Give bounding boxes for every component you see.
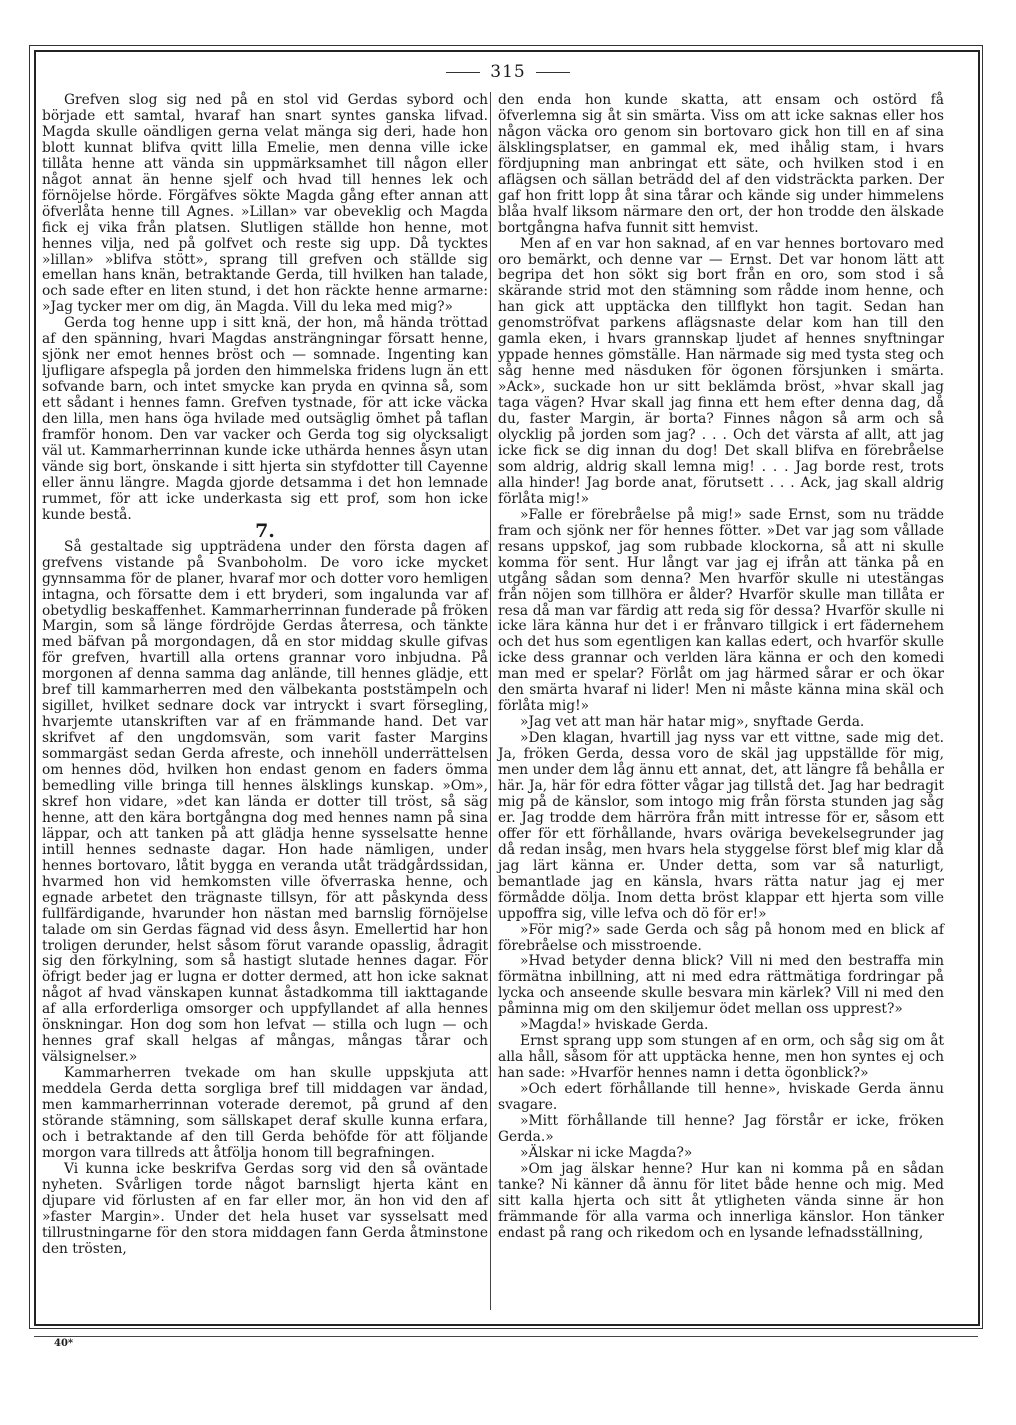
paragraph: »Magda!» hviskade Gerda. bbox=[520, 1017, 709, 1034]
paragraph: Ernst sprang upp som stungen af en orm, och såg sig om åt alla håll, såsom för att upptäcka henne, men hon syntes ej och han sade: »Hvarför hennes namn i detta ögonblick?» bbox=[498, 1033, 944, 1082]
paragraph: den enda hon kunde skatta, att ensam och ostörd få öfverlemna sig åt sin smärta. Viss om att icke saknas eller hos någon väcka oro genom sin bortovaro gick hon till en af sina älsklingsplatser, en gammal ek, med ihålig stam, i hvars fördjupning man anbringat ett säte, och hvilken stod i en aflägsen och sällan beträdd del af den vidsträckta parken. Der gaf hon fritt lopp åt sina tårar och kände sig under himmelens blåa hvalf liksom närmare den ort, der hon trodde den älskade bortgångna hafva funnit sitt hemvist. bbox=[498, 92, 944, 236]
paragraph: »Och edert förhållande till henne», hviskade Gerda ännu svagare. bbox=[498, 1081, 944, 1114]
paragraph: »Mitt förhållande till henne? Jag förstår er icke, fröken Gerda.» bbox=[498, 1113, 944, 1145]
chapter-heading: 7. bbox=[255, 519, 275, 542]
paragraph: Vi kunna icke beskrifva Gerdas sorg vid den så oväntade nyheten. Svårligen torde något barnsligt hjerta känt en djupare vid förlusten af en far eller mor, än hon vid den af »faster Margin». Under det hela huset var sysselsatt med tillrustningarne för den stora middagen fann Gerda åtminstone den trösten, bbox=[42, 1160, 488, 1257]
paragraph: Men af en var hon saknad, af en var hennes bortovaro med oro bemärkt, och denne var — Ernst. Det var honom lätt att begripa det hon sökt sig bort från en oro, som stod i så skärande strid mot den stämning som rådde inom henne, och han gick att upptäcka den tillflykt hon tagit. Sedan han genomströfvat parkens aflägsnaste delar kom han till den gamla eken, i hvars grannskap ljudet af hennes snyftningar yppade hennes gömställe. Han närmade sig med tysta steg och såg henne med näsduken för ögonen försjunken i smärta. »Ack», suckade hon ur sitt beklämda bröst, »hvar skall jag taga vägen? Hvar skall jag finna ett hem efter denna dag, då du, faster Margin, är borta? Finnes någon så arm och så olycklig på jorden som jag? . . . Och det värsta af allt, att jag icke fick se dig innan du dog! Det skall blifva en förebråelse som aldrig, aldrig skall lemna mig! . . . Jag borde rest, trots alla hinder! Jag borde anat, förutsett . . . Ack, jag skall aldrig förlåta mig!» bbox=[498, 235, 944, 507]
right-column bbox=[498, 93, 944, 1242]
paragraph: Kammarherren tvekade om han skulle uppskjuta att meddela Gerda detta sorgliga bref till middagen var ändad, men kammarherrinnan voterade deremot, på grund af den störande stämning, som sällskapet deraf skulle kunna erfara, och i betraktande af den till Gerda behöfde för att följande morgon vara tillreds att åtfölja honom till begrafningen. bbox=[42, 1065, 488, 1161]
paragraph: »Den klagan, hvartill jag nyss var ett vittne, sade mig det. Ja, fröken Gerda, dessa voro de skäl jag uppställde för mig, men under dem låg ännu ett annat, det, att längre få behålla er här. Ja, här för edra fötter vågar jag tillstå det. Jag har bedragit mig på de känslor, som intogo mig från första stunden jag såg er. Jag trodde dem härröra från mitt intresse för er, såsom ett offer för ett förhållande, hvars oväriga bevekelsegrunder jag då redan insåg, men hvars hela styggelse först blef mig klar då jag lärt känna er. Under detta, som var så naturligt, bemantlade jag en känsla, hvars rätta natur jag ej mer förmådde dölja. Inom detta bröst klappar ett hjerta som ville uppoffra sig, ville lefva och dö för er!» bbox=[498, 730, 944, 922]
signature-mark: 40* bbox=[54, 1338, 74, 1349]
paragraph: »Hvad betyder denna blick? Vill ni med den bestraffa min förmätna inbillning, att ni med edra rättmätiga fordringar på lycka och anseende skulle besvara min kärlek? Vill ni med den påminna mig om den skiljemur ödet mellan oss upprest?» bbox=[498, 953, 944, 1018]
page-number bbox=[0, 62, 1016, 82]
paragraph: Grefven slog sig ned på en stol vid Gerdas sybord och började ett samtal, hvaraf han snart syntes ganska lifvad. Magda skulle oändligen gerna velat mänga sig deri, hade hon blott kunnat blifva qvitt lilla Emelie, men denna ville icke tillåta henne att vända sin uppmärksamhet till någon eller något annat än henne sjelf och hvad till hennes lek och förnöjelse hörde. Förgäfves sökte Magda gång efter annan att öfverlåta henne till Agnes. »Lillan» var obeveklig och Magda fick ej vika från platsen. Slutligen ställde hon henne, mot hennes vilja, ned på golfvet och reste sig upp. Då tycktes »lillan» »blifva stött», sprang till grefven och ställde sig emellan hans knän, betraktande Gerda, till hvilken han talade, och sade efter en liten stund, i det hon räckte henne armarne: »Jag tycker mer om dig, än Magda. Vill du leka med mig?» bbox=[42, 92, 488, 316]
footer-rule bbox=[34, 1336, 978, 1337]
page-number-text: 315 bbox=[490, 62, 526, 82]
paragraph: »Falle er förebråelse på mig!» sade Ernst, som nu trädde fram och sjönk ner för hennes fötter. »Det var jag som vållade resans uppskof, jag som rubbade klockorna, så att ni skulle komma för sent. Hur långt var jag ej ifrån att tänka på en utgång sådan som denna? Men hvarför skulle ni utestängas från nöjen som tillhöra er ålder? Hvarför skulle man tillåta er resa då man var färdig att reda sig för dessa? Hvarför skulle ni icke lära känna hur det i er frånvaro tillgick i ert fädernehem och det hus som egentligen kan kallas edert, och hvarför skulle icke dess grannar och verlden lära känna er och den komedi man med er spelar? Förlåt om jag härmed sårar er och ökar den smärta hvaraf ni lider! Men ni måste känna mina skäl och förlåta mig!» bbox=[498, 506, 944, 715]
page-number-dash-right bbox=[536, 72, 570, 73]
paragraph: Så gestaltade sig uppträdena under den första dagen af grefvens vistande på Svanboholm. De voro icke mycket gynnsamma för de planer, hvaraf mor och dotter voro hemligen intagna, och försatte dem i ett bryderi, som ingalunda var af obetydlig beskaffenhet. Kammarherrinnan funderade på fröken Margin, som så länge fördröjde Gerdas återresa, och tänkte med bäfvan på morgondagen, då en stor middag skulle gifvas för grefven, hvartill alla ortens grannar voro inbjudna. På morgonen af denna samma dag anlände, till hennes glädje, ett bref till kammarherren med den välbekanta poststämpeln och sigillet, hvilket sednare dock var intryckt i svart försegling, hvarjemte utanskriften var af en främmande hand. Det var skrifvet af den ungdomsvän, som varit faster Margins sommargäst sedan Gerda afreste, och innehöll underrättelsen om hennes död, hvilken hon endast genom en faders ömma bemedling ville bringa till hennes älsklings kunskap. »Om», skref hon vidare, »det kan lända er dotter till tröst, så säg henne, att den kära bortgångna dog med hennes namn på sina läppar, och att tanken på att glädja henne sysselsatte henne intill hennes sednaste dagar. Hon hade nämligen, under hennes bortovaro, låtit bygga en veranda utåt trädgårdssidan, hvarmed hon vid hemkomsten ville öfverraska henne, och egnade arbetet den trägnaste tillsyn, för att påskynda dess fullfärdigande, hvarunder hon nästan med barnslig förnöjelse talade om sin Gerdas fägnad vid dess åsyn. Emellertid har hon troligen derunder, helst såsom förut varande opasslig, ådragit sig den förkylning, som så hastigt slutade hennes dagar. För öfrigt beder jag er lugna er dotter dermed, att hon icke saknat något af hvad vänskapen kunnat åstadkomma till iakttagande af alla erforderliga omsorger och uppfyllandet af alla hennes önskningar. Hon dog som hon lefvat — stilla och lugn — och hennes graf skall helgas af mångas, mångas tårar och välsignelser.» bbox=[42, 538, 488, 1066]
paragraph: »Jag vet att man här hatar mig», snyftade Gerda. bbox=[520, 714, 865, 731]
paragraph: »Älskar ni icke Magda?» bbox=[520, 1144, 693, 1161]
page-number-dash-left bbox=[446, 72, 480, 73]
column-divider bbox=[490, 92, 491, 1310]
left-column bbox=[42, 93, 488, 1258]
paragraph: »Om jag älskar henne? Hur kan ni komma på en sådan tanke? Ni känner då ännu för litet både henne och mig. Med sitt kalla hjerta och sitt åt ytligheten vända sinne är hon främmande för alla varma och innerliga känslor. Hon tänker endast på rang och rikedom och en lysande lefnadsställning, bbox=[498, 1160, 944, 1241]
paragraph: Gerda tog henne upp i sitt knä, der hon, må hända tröttad af den spänning, hvari Magdas ansträngningar försatt henne, sjönk ner emot hennes bröst och — somnade. Ingenting kan ljufligare afspegla på jorden den himmelska fridens lugn än ett sofvande barn, och intet smycke kan pryda en qvinna så, som ett sådant i hennes famn. Grefven tystnade, för att icke väcka den lilla, men hans öga hvilade med outsäglig ömhet på taflan framför honom. Den var vacker och Gerda tog sig olycksaligt väl ut. Kammarherrinnan kunde icke uthärda hennes åsyn utan vände sig bort, önskande i sitt hjerta sin styfdotter till Cayenne eller ännu längre. Magda gjorde detsamma i det hon lemnade rummet, för att icke underkasta sig ett prof, som hon icke kunde bestå. bbox=[42, 315, 488, 523]
paragraph: »För mig?» sade Gerda och såg på honom med en blick af förebråelse och misstroende. bbox=[498, 921, 944, 954]
